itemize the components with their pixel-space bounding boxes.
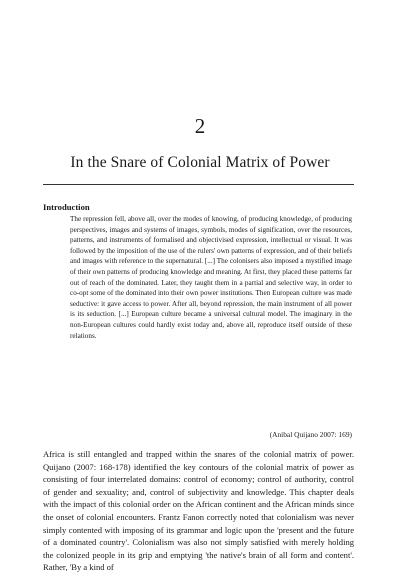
epigraph-attribution: (Anibal Quijano 2007: 169)	[269, 430, 352, 439]
epigraph-quote	[70, 214, 352, 341]
title-divider	[43, 184, 354, 185]
section-heading: Introduction	[43, 202, 90, 212]
chapter-title: In the Snare of Colonial Matrix of Power	[70, 154, 330, 171]
body-paragraph: Africa is still entangled and trapped within the snares of the colonial matrix of power. Quijano (2007: 168-178) identified the key contours of the colonial matrix of power as consisting of four interrelated domains: control of economy; control of authority, control of gender and sexuality; and, control of subjectivity and knowledge. This chapter deals with the impact of this colonial order on the African continent and the African minds since the onset of colonial encounters. Frantz Fanon correctly noted that colonialism was never simply contented with imposing of its grammar and logic upon the 'present and the future of a dominated country'. Colonialism was also not simply satisfied with merely holding the colonized people in its grip and emptying 'the native's brain of all form and content'. Rather, 'By a kind of	[43, 449, 354, 573]
epigraph-text: The repression fell, above all, over the modes of knowing, of producing knowledge, of producing perspectives, images and systems of images, symbols, modes of signification, over the resources, patterns, and instruments of formalised and objectivised expression, intellectual or visual. It was followed by the imposition of the use of the rulers' own patterns of expression, and of their beliefs and images with reference to the supernatural. [...] The colonisers also imposed a mystified image of their own patterns of producing knowledge and meaning. At first, they placed these patterns far out of reach of the dominated. Later, they taught them in a partial and selective way, in order to co-opt some of the dominated into their own power institutions. Then European culture was made seductive: it gave access to power. After all, beyond repression, the main instrument of all power is its seduction. [...] European culture became a universal cultural model. The imaginary in the non-European cultures could hardly exist today and, above all, reproduce itself outside of these relations.	[70, 215, 352, 340]
chapter-number: 2	[194, 114, 206, 138]
